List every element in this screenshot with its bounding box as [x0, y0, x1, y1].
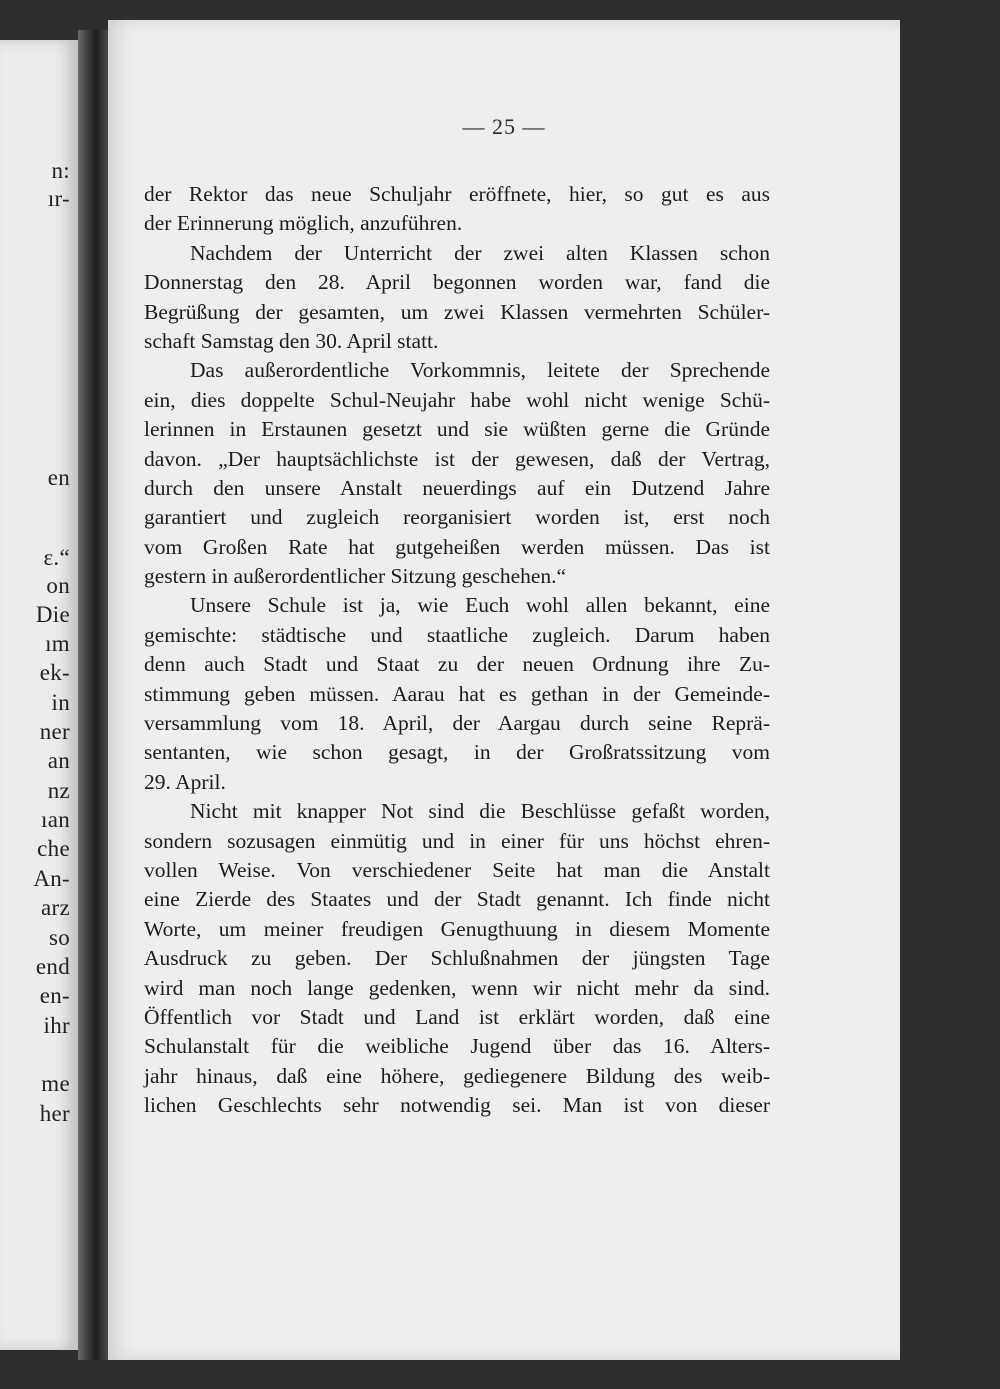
left-fragment: en-	[39, 983, 70, 1008]
left-fragment: me	[41, 1071, 70, 1096]
text-line: Nicht mit knapper Not sind die Beschlüsse gefaßt worden,	[190, 799, 770, 824]
text-line: ein, dies doppelte Schul-Neujahr habe wohl nicht wenige Schü-	[144, 387, 770, 412]
left-fragment: ım	[45, 631, 70, 656]
text-line: durch den unsere Anstalt neuerdings auf ein Dutzend Jahre	[144, 475, 770, 500]
left-page-fragment	[0, 40, 78, 1350]
paragraph	[144, 356, 770, 591]
paragraph	[144, 591, 770, 797]
text-line: Schulanstalt für die weibliche Jugend über das 16. Alters-	[144, 1034, 770, 1059]
text-line: Ausdruck zu geben. Der Schlußnahmen der jüngsten Tage	[144, 946, 770, 971]
text-line: 29. April.	[144, 769, 226, 794]
text-line: Öffentlich vor Stadt und Land ist erklärt worden, daß eine	[144, 1004, 770, 1029]
text-line: schaft Samstag den 30. April statt.	[144, 328, 439, 353]
left-fragment: n:	[51, 158, 70, 183]
left-fragment: so	[48, 925, 70, 950]
text-line: versammlung vom 18. April, der Aargau durch seine Reprä-	[144, 711, 770, 736]
paragraph	[144, 180, 770, 239]
paragraph	[144, 239, 770, 357]
text-line: stimmung geben müssen. Aarau hat es gethan in der Gemeinde-	[144, 681, 770, 706]
body-text	[144, 180, 770, 1121]
left-fragment: her	[39, 1101, 70, 1126]
text-line: lichen Geschlechts sehr notwendig sei. Man ist von dieser	[144, 1093, 770, 1118]
text-line: vom Großen Rate hat gutgeheißen werden müssen. Das ist	[144, 534, 770, 559]
left-fragment: ır-	[47, 186, 70, 211]
text-line: denn auch Stadt und Staat zu der neuen Ordnung ihre Zu-	[144, 652, 770, 677]
text-line: Begrüßung der gesamten, um zwei Klassen vermehrten Schüler-	[144, 299, 770, 324]
left-fragment: in	[51, 690, 70, 715]
book-gutter	[78, 30, 108, 1360]
page-number: — 25 —	[462, 114, 546, 139]
text-line: Worte, um meiner freudigen Genugthuung in diesem Momente	[144, 916, 770, 941]
text-line: garantiert und zugleich reorganisiert worden ist, erst noch	[144, 505, 770, 530]
text-line: gemischte: städtische und staatliche zugleich. Darum haben	[144, 622, 770, 647]
right-page	[108, 20, 900, 1360]
left-fragment: nz	[47, 778, 70, 803]
text-line: Donnerstag den 28. April begonnen worden war, fand die	[144, 270, 770, 295]
left-fragment: Die	[35, 602, 70, 627]
text-line: sondern sozusagen einmütig und in einer für uns höchst ehren-	[144, 828, 770, 853]
left-fragment: arz	[41, 895, 70, 920]
text-line: Das außerordentliche Vorkommnis, leitete der Sprechende	[190, 358, 770, 383]
text-line: gestern in außerordentlicher Sitzung geschehen.“	[144, 564, 567, 589]
left-fragment: on	[46, 573, 70, 598]
left-fragment: ek-	[39, 660, 70, 685]
left-fragment: an	[47, 748, 70, 773]
paragraph	[144, 797, 770, 1120]
text-line: eine Zierde des Staates und der Stadt genannt. Ich finde nicht	[144, 887, 770, 912]
text-line: Nachdem der Unterricht der zwei alten Klassen schon	[190, 240, 770, 265]
text-line: wird man noch lange gedenken, wenn wir nicht mehr da sind.	[144, 975, 770, 1000]
text-line: der Erinnerung möglich, anzuführen.	[144, 211, 463, 236]
text-line: jahr hinaus, daß eine höhere, gediegenere Bildung des weib-	[144, 1063, 770, 1088]
text-line: lerinnen in Erstaunen gesetzt und sie wüßten gerne die Gründe	[144, 417, 770, 442]
left-fragment: An-	[33, 866, 70, 891]
text-line: der Rektor das neue Schuljahr eröffnete, hier, so gut es aus	[144, 182, 770, 206]
text-line: sentanten, wie schon gesagt, in der Großratssitzung vom	[144, 740, 770, 765]
left-fragment: ner	[39, 719, 70, 744]
left-fragment: che	[37, 836, 70, 861]
text-line: davon. „Der hauptsächlichste ist der gewesen, daß der Vertrag,	[144, 446, 770, 471]
left-fragment: ıan	[41, 807, 70, 832]
left-fragment: ɛ.“	[43, 545, 70, 570]
text-line: vollen Weise. Von verschiedener Seite hat man die Anstalt	[144, 857, 770, 882]
left-fragment: en	[47, 465, 70, 490]
left-fragment: end	[35, 954, 70, 979]
text-line: Unsere Schule ist ja, wie Euch wohl allen bekannt, eine	[190, 593, 770, 618]
left-fragment: ihr	[43, 1013, 70, 1038]
